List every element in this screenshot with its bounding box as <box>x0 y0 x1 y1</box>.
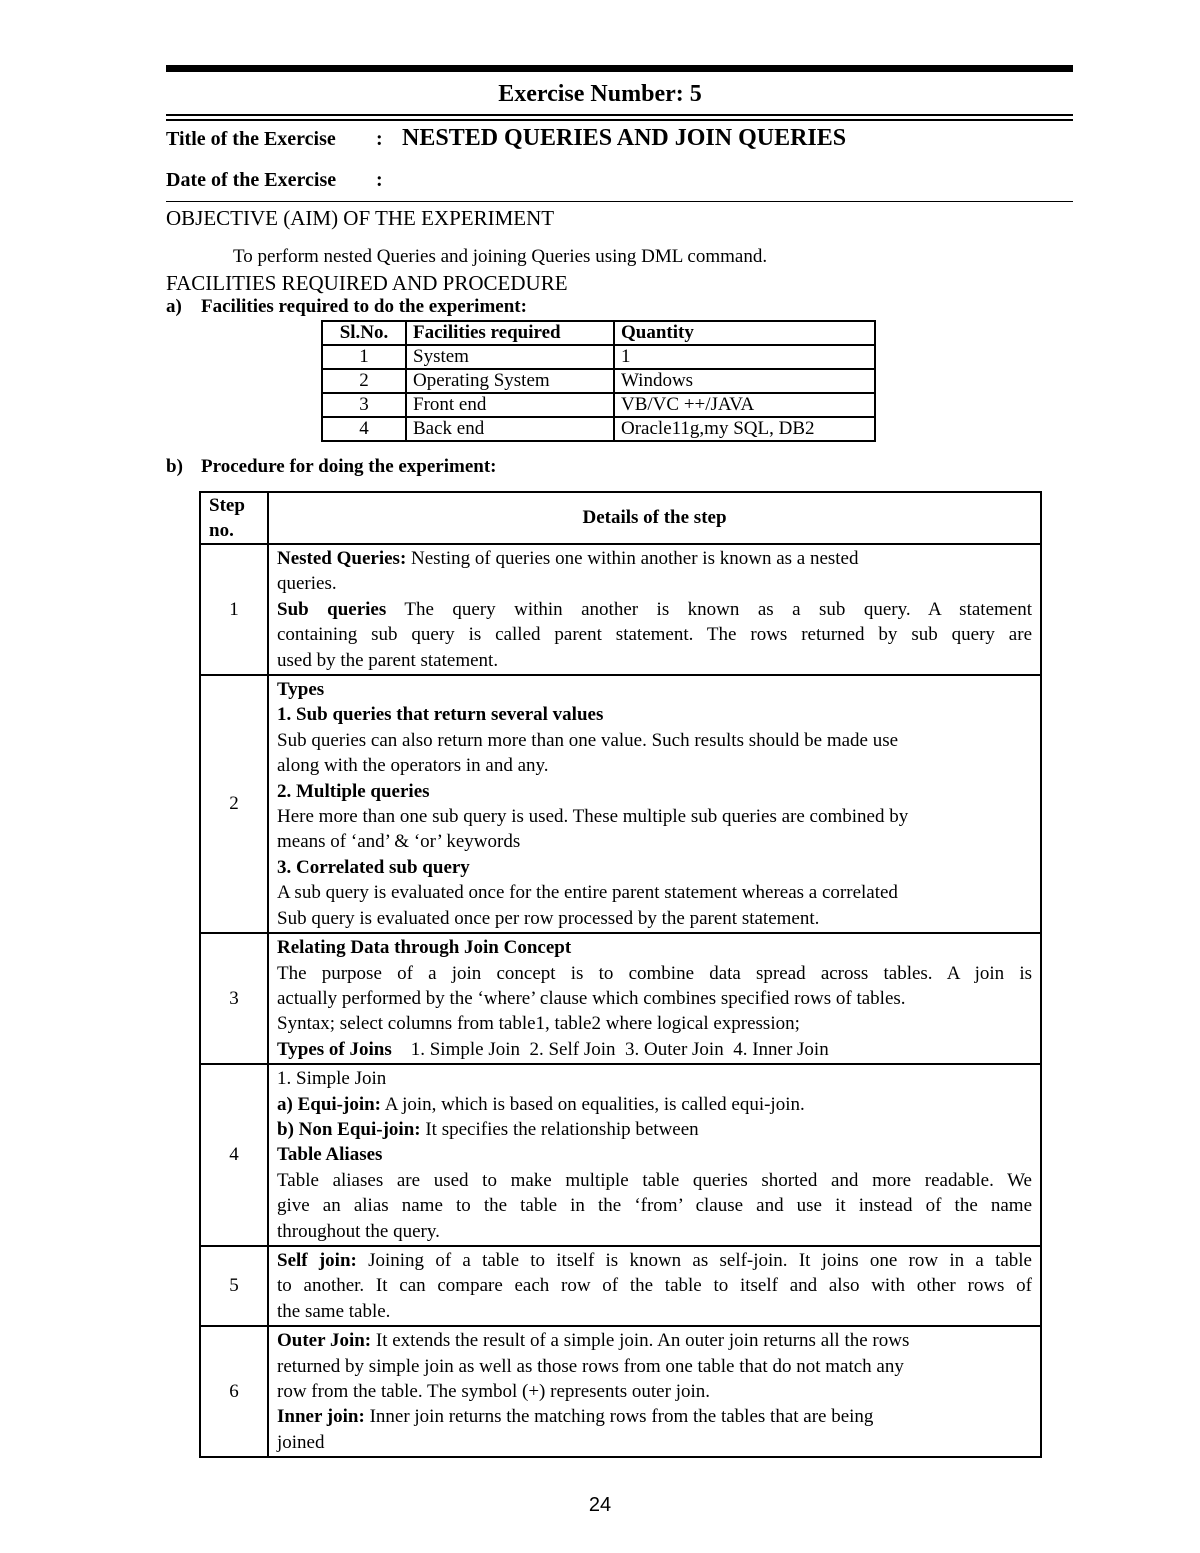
facilities-cell-quantity: 1 <box>614 345 875 369</box>
exercise-title: NESTED QUERIES AND JOIN QUERIES <box>402 125 847 151</box>
step-detail-text: returned by simple join as well as those rows from one table that do not match any <box>277 1355 904 1377</box>
step-detail-line <box>277 1092 1032 1117</box>
step-detail-text: Syntax; select columns from table1, table2 where logical expression; <box>277 1013 800 1035</box>
header-double-rule-upper <box>166 114 1073 116</box>
step-detail-text: means of ‘and’ & ‘or’ keywords <box>277 831 521 853</box>
date-label: Date of the Exercise <box>166 169 337 191</box>
title-label: Title of the Exercise <box>166 128 336 150</box>
step-detail-line <box>277 779 1032 804</box>
step-detail-line <box>277 1142 1032 1167</box>
facilities-subheading-text: Facilities required to do the experiment: <box>201 296 527 317</box>
step-detail-line <box>277 986 1032 1011</box>
step-detail-text: row from the table. The symbol (+) represents outer join. <box>277 1381 711 1402</box>
step-detail-line <box>277 1193 1032 1218</box>
step-detail-text: joined <box>277 1431 325 1453</box>
step-details <box>268 675 1041 933</box>
step-detail-line <box>277 622 1032 647</box>
col-details: Details of the step <box>268 492 1041 544</box>
step-details <box>268 1326 1041 1457</box>
procedure-row <box>200 1064 1041 1246</box>
step-detail-text: actually performed by the ‘where’ clause which combines specified rows of tables. <box>277 987 906 1009</box>
step-detail-line <box>277 1117 1032 1142</box>
step-detail-line <box>277 1037 1032 1062</box>
step-detail-text: Sub queries can also return more than one value. Such results should be made use <box>277 729 899 751</box>
date-colon: : <box>376 169 383 191</box>
facilities-row <box>322 369 875 393</box>
step-detail-bold: Types <box>277 679 325 701</box>
procedure-header-row <box>200 492 1041 544</box>
facilities-cell-slno: 1 <box>322 345 406 369</box>
procedure-row <box>200 675 1041 933</box>
step-detail-text: queries. <box>277 573 337 595</box>
step-detail-text: The purpose of a join concept is to combine data spread across tables. A join is <box>277 962 1032 984</box>
step-details <box>268 544 1041 675</box>
step-number: 2 <box>200 675 268 933</box>
procedure-row <box>200 1246 1041 1326</box>
step-detail-text: used by the parent statement. <box>277 649 499 671</box>
exercise-number-heading: Exercise Number: 5 <box>498 81 702 107</box>
step-detail-line <box>277 906 1032 931</box>
step-details <box>268 933 1041 1064</box>
procedure-row <box>200 933 1041 1064</box>
step-detail-text: throughout the query. <box>277 1220 440 1242</box>
procedure-row <box>200 1326 1041 1457</box>
step-detail-bold: 1. Sub queries that return several values <box>277 704 604 726</box>
step-detail-bold: 2. Multiple queries <box>277 780 430 802</box>
header-double-rule-lower <box>166 119 1073 121</box>
step-detail-line <box>277 648 1032 673</box>
step-detail-bold: a) Equi-join: <box>277 1093 381 1115</box>
facilities-subheading <box>166 296 527 318</box>
facilities-heading: FACILITIES REQUIRED AND PROCEDURE <box>166 271 568 295</box>
step-detail-line <box>277 829 1032 854</box>
facilities-cell-quantity: VB/VC ++/JAVA <box>614 393 875 417</box>
title-colon: : <box>376 128 383 150</box>
step-detail-line <box>277 804 1032 829</box>
step-detail-text: The query within another is known as a sub query. A statement <box>386 598 1032 620</box>
step-detail-text: Here more than one sub query is used. These multiple sub queries are combined by <box>277 806 909 828</box>
step-detail-line <box>277 571 1032 596</box>
step-detail-text: Nesting of queries one within another is known as a nested <box>406 548 859 569</box>
facilities-cell-name: Front end <box>406 393 614 417</box>
step-detail-bold: Outer Join: <box>277 1330 372 1352</box>
step-detail-text: Joining of a table to itself is known as self-join. It joins one row in a table <box>356 1249 1032 1271</box>
facilities-table <box>321 320 876 442</box>
step-detail-bold: Nested Queries: <box>277 548 407 569</box>
procedure-table <box>199 491 1042 1458</box>
step-detail-line <box>277 1299 1032 1324</box>
step-detail-line <box>277 1011 1032 1036</box>
step-detail-text: A join, which is based on equalities, is called equi-join. <box>381 1093 805 1115</box>
step-detail-line <box>277 702 1032 727</box>
step-detail-line <box>277 597 1032 622</box>
procedure-subheading-label: b) <box>166 456 183 477</box>
facilities-cell-slno: 2 <box>322 369 406 393</box>
procedure-subheading <box>166 456 497 478</box>
step-detail-line <box>277 961 1032 986</box>
step-detail-line <box>277 753 1032 778</box>
page-number: 24 <box>588 1494 612 1516</box>
step-detail-text: 1. Simple Join <box>277 1068 387 1090</box>
step-detail-bold: Self join: <box>277 1249 357 1271</box>
step-detail-text: containing sub query is called parent statement. The rows returned by sub query are <box>277 624 1032 646</box>
facilities-cell-quantity: Windows <box>614 369 875 393</box>
step-detail-bold: Relating Data through Join Concept <box>277 937 572 959</box>
step-details <box>268 1246 1041 1326</box>
col-slno: Sl.No. <box>322 321 406 345</box>
objective-text: To perform nested Queries and joining Queries using DML command. <box>233 246 768 267</box>
step-details <box>268 1064 1041 1246</box>
step-detail-line <box>277 1273 1032 1298</box>
facilities-cell-name: Operating System <box>406 369 614 393</box>
step-detail-line <box>277 546 1032 571</box>
step-detail-line <box>277 1328 1032 1353</box>
col-step-no: Step no. <box>200 492 268 544</box>
col-facilities: Facilities required <box>406 321 614 345</box>
step-number: 1 <box>200 544 268 675</box>
facilities-cell-slno: 4 <box>322 417 406 441</box>
step-detail-line <box>277 677 1032 702</box>
step-detail-bold: b) Non Equi-join: <box>277 1118 421 1140</box>
facilities-row <box>322 417 875 441</box>
facilities-header-row <box>322 321 875 345</box>
step-detail-line <box>277 855 1032 880</box>
step-detail-text: It specifies the relationship between <box>420 1118 699 1140</box>
step-number: 6 <box>200 1326 268 1457</box>
step-detail-text: Sub query is evaluated once per row processed by the parent statement. <box>277 907 820 929</box>
top-thick-rule <box>166 65 1073 72</box>
col-quantity: Quantity <box>614 321 875 345</box>
step-detail-bold: 3. Correlated sub query <box>277 856 470 878</box>
step-detail-line <box>277 880 1032 905</box>
step-detail-text: to another. It can compare each row of the table to itself and also with other rows of <box>277 1275 1032 1297</box>
step-detail-text: A sub query is evaluated once for the entire parent statement whereas a correlated <box>277 882 898 904</box>
facilities-subheading-label: a) <box>166 296 182 317</box>
step-detail-text: It extends the result of a simple join. An outer join returns all the rows <box>371 1330 910 1352</box>
step-detail-text: Table aliases are used to make multiple table queries shorted and more readable. We <box>277 1169 1032 1191</box>
step-detail-bold: Sub queries <box>277 598 387 620</box>
facilities-cell-slno: 3 <box>322 393 406 417</box>
section-rule <box>166 201 1073 202</box>
step-detail-bold: Types of Joins <box>277 1038 392 1060</box>
step-detail-line <box>277 728 1032 753</box>
step-detail-line <box>277 1066 1032 1091</box>
step-detail-bold: Inner join: <box>277 1406 365 1428</box>
step-detail-text: the same table. <box>277 1300 391 1322</box>
step-number: 5 <box>200 1246 268 1326</box>
step-detail-bold: Table Aliases <box>277 1144 383 1166</box>
facilities-cell-name: System <box>406 345 614 369</box>
step-number: 3 <box>200 933 268 1064</box>
step-detail-line <box>277 1379 1032 1404</box>
step-detail-text: Inner join returns the matching rows from the tables that are being <box>364 1406 874 1428</box>
facilities-row <box>322 345 875 369</box>
facilities-cell-name: Back end <box>406 417 614 441</box>
step-detail-line <box>277 1248 1032 1273</box>
objective-heading: OBJECTIVE (AIM) OF THE EXPERIMENT <box>166 206 555 230</box>
procedure-row <box>200 544 1041 675</box>
step-detail-line <box>277 1430 1032 1455</box>
step-detail-text: 1. Simple Join 2. Self Join 3. Outer Join 4. Inner Join <box>391 1038 829 1060</box>
facilities-cell-quantity: Oracle11g,my SQL, DB2 <box>614 417 875 441</box>
step-detail-text: along with the operators in and any. <box>277 755 549 777</box>
step-detail-line <box>277 935 1032 960</box>
step-number: 4 <box>200 1064 268 1246</box>
step-detail-text: give an alias name to the table in the ‘from’ clause and use it instead of the name <box>277 1195 1032 1217</box>
step-detail-line <box>277 1168 1032 1193</box>
step-detail-line <box>277 1219 1032 1244</box>
procedure-subheading-text: Procedure for doing the experiment: <box>201 456 497 477</box>
step-detail-line <box>277 1404 1032 1429</box>
facilities-row <box>322 393 875 417</box>
step-detail-line <box>277 1354 1032 1379</box>
